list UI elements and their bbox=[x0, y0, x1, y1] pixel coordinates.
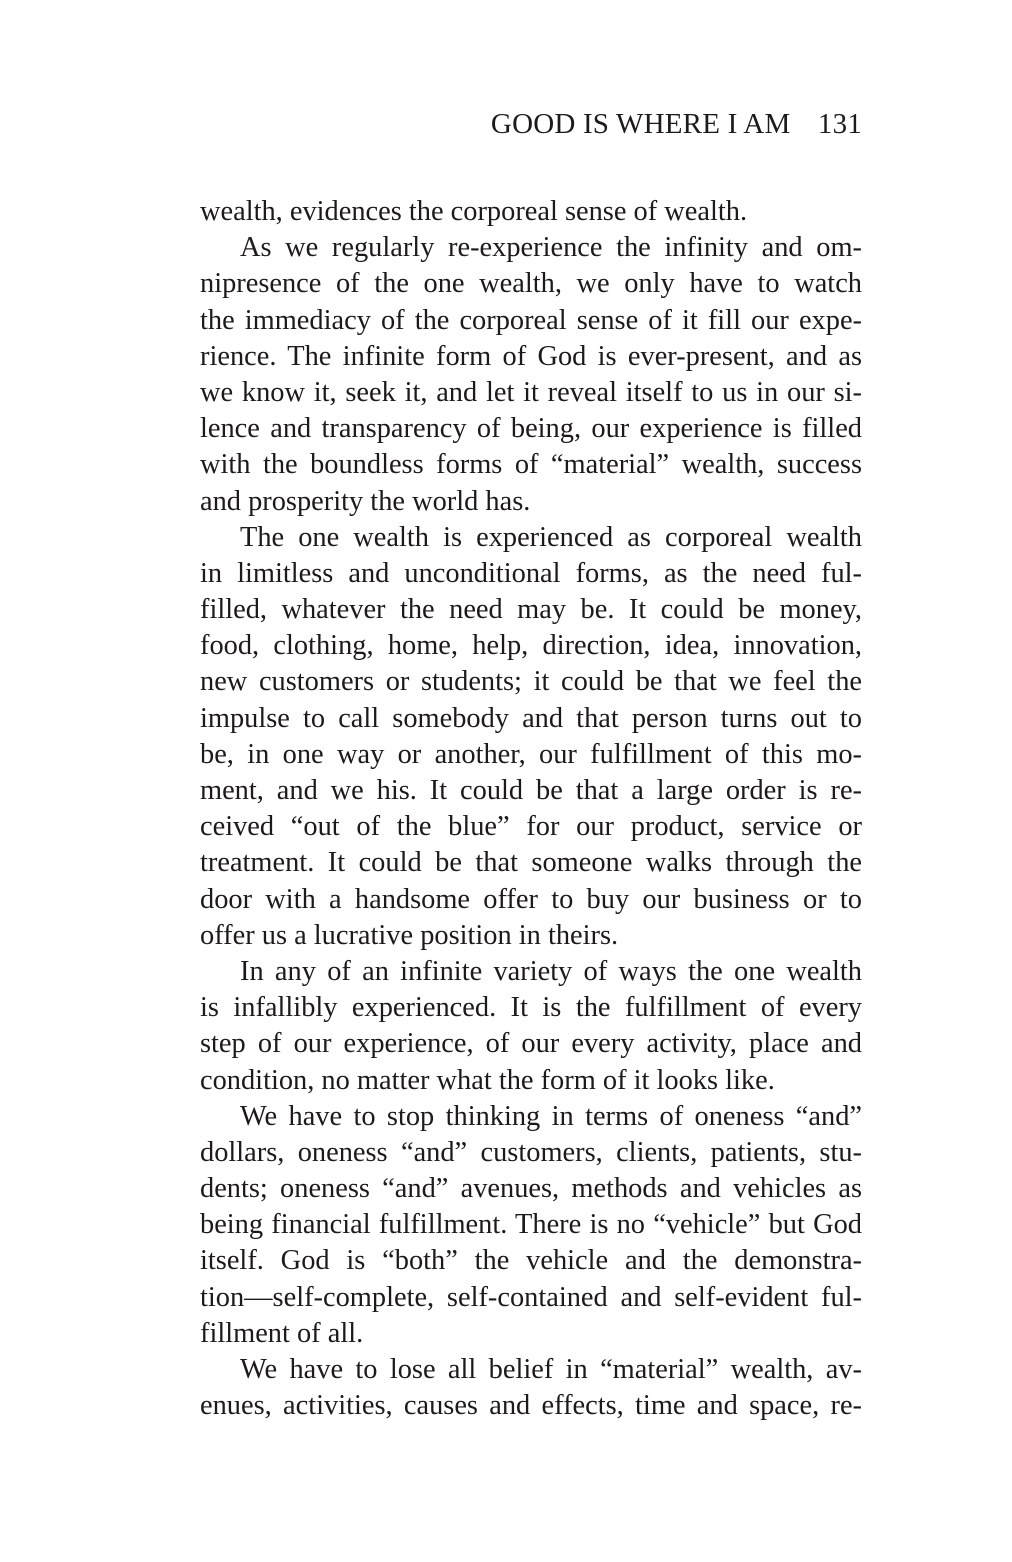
text-line: We have to lose all belief in “material” wealth, av- bbox=[240, 1354, 862, 1385]
text-line: in limitless and unconditional forms, as the need ful- bbox=[200, 557, 862, 589]
text-line: food, clothing, home, help, direction, idea, innovation, bbox=[200, 630, 862, 662]
running-head bbox=[491, 106, 862, 142]
text-line: and prosperity the world has. bbox=[200, 485, 531, 517]
text-line: In any of an infinite variety of ways the one wealth bbox=[240, 955, 862, 987]
text-line: be, in one way or another, our fulfillment of this mo- bbox=[200, 738, 862, 770]
text-line: As we regularly re-experience the infinity and om- bbox=[240, 232, 862, 264]
paragraph bbox=[200, 520, 862, 954]
paragraph bbox=[200, 230, 862, 520]
body-text bbox=[200, 194, 862, 1424]
page-number: 131 bbox=[817, 108, 862, 140]
text-line: ceived “out of the blue” for our product, service or bbox=[200, 811, 862, 843]
paragraph bbox=[200, 194, 862, 230]
text-line: condition, no matter what the form of it looks like. bbox=[200, 1064, 775, 1096]
text-line: with the boundless forms of “material” wealth, success bbox=[200, 449, 862, 481]
text-line: dents; oneness “and” avenues, methods and vehicles as bbox=[200, 1173, 862, 1205]
text-line: itself. God is “both” the vehicle and the demonstra- bbox=[200, 1245, 862, 1277]
paragraph bbox=[200, 1352, 862, 1424]
text-line: lence and transparency of being, our experience is filled bbox=[200, 413, 862, 445]
text-line: the immediacy of the corporeal sense of it fill our expe- bbox=[200, 304, 862, 336]
text-line: nipresence of the one wealth, we only have to watch bbox=[200, 268, 862, 300]
text-line: filled, whatever the need may be. It could be money, bbox=[200, 594, 862, 626]
text-line: new customers or students; it could be that we feel the bbox=[200, 666, 862, 698]
text-line: We have to stop thinking in terms of oneness “and” bbox=[240, 1100, 862, 1132]
paragraph bbox=[200, 1099, 862, 1352]
paragraph bbox=[200, 954, 862, 1099]
text-line: tion—self-complete, self-contained and self-evident ful- bbox=[200, 1281, 862, 1313]
text-line: step of our experience, of our every activity, place and bbox=[200, 1028, 862, 1060]
text-line: is infallibly experienced. It is the fulfillment of every bbox=[200, 992, 862, 1024]
text-line: impulse to call somebody and that person turns out to bbox=[200, 702, 862, 734]
text-line: door with a handsome offer to buy our business or to bbox=[200, 883, 862, 915]
text-line: The one wealth is experienced as corporeal wealth bbox=[240, 521, 862, 553]
text-line: rience. The infinite form of God is ever-present, and as bbox=[200, 340, 862, 372]
text-line: being financial fulfillment. There is no “vehicle” but God bbox=[200, 1209, 862, 1241]
text-line: we know it, seek it, and let it reveal itself to us in our si- bbox=[200, 376, 862, 408]
text-line: ment, and we his. It could be that a large order is re- bbox=[200, 775, 862, 806]
text-line: fillment of all. bbox=[200, 1317, 364, 1349]
text-line: wealth, evidences the corporeal sense of wealth. bbox=[200, 196, 748, 227]
text-line: enues, activities, causes and effects, time and space, re- bbox=[200, 1390, 862, 1422]
text-line: treatment. It could be that someone walks through the bbox=[200, 847, 862, 879]
text-line: dollars, oneness “and” customers, clients, patients, stu- bbox=[200, 1136, 862, 1168]
running-head-title: GOOD IS WHERE I AM bbox=[490, 108, 791, 140]
text-line: offer us a lucrative position in theirs. bbox=[200, 919, 619, 951]
